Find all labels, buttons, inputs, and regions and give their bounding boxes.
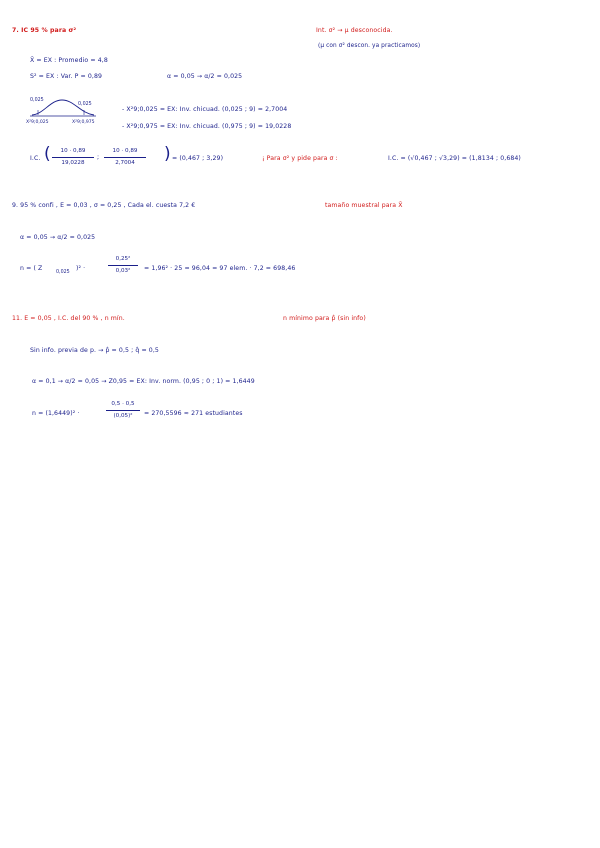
problem-9-title: tamaño muestral para X̄: [325, 202, 403, 209]
ic-open-paren: (: [44, 144, 51, 164]
problem-11-n-label: n = (1,6449)² ·: [32, 410, 80, 417]
problem-11-no-info: Sin info. previa de p. → p̂ = 0,5 ; q̂ = 0,5: [30, 347, 159, 354]
problem-9-alpha: α = 0,05 → α/2 = 0,025: [20, 234, 96, 241]
ic-frac1-bar: [52, 157, 94, 158]
problem-11-frac-num: 0,5 · 0,5: [111, 401, 135, 407]
problem-9-n-result: = 1,96² · 25 = 96,04 = 97 elem. · 7,2 = 698,46: [144, 265, 296, 272]
curve-right-tick-label: X²9;0,975: [72, 120, 95, 125]
problem-7-sigma-note: ¡ Para σ² y pide para σ :: [262, 155, 338, 162]
problem-9-frac-den: 0,03²: [115, 268, 131, 274]
problem-9-n-label: n = ( Z: [20, 265, 43, 272]
ic-separator: ;: [97, 154, 100, 161]
ic-frac2-den: 2,7004: [115, 160, 135, 166]
ic-frac1-num: 10 · 0,89: [60, 148, 86, 154]
problem-7-ic-label: I.C.: [30, 155, 41, 162]
problem-7-ic-result: = (0,467 ; 3,29): [172, 155, 224, 162]
problem-9-n-exponent: )² ·: [76, 265, 86, 272]
problem-7-alpha: α = 0,05 → α/2 = 0,025: [167, 73, 243, 80]
ic-frac2-bar: [104, 157, 146, 158]
problem-7-header: 7. IC 95 % para σ²: [12, 27, 77, 34]
problem-7-sigma-ic: I.C. = (√0,467 ; √3,29) = (1,8134 ; 0,684): [388, 155, 521, 162]
problem-7-chi-lower: - X²9;0,025 = EX: Inv. chicuad. (0,025 ; 9) = 2,7004: [122, 106, 288, 113]
problem-9-frac-bar: [108, 265, 138, 266]
problem-7-note: (μ con σ² descon. ya practicamos): [318, 43, 421, 49]
curve-right-tail-label: 0,025: [78, 102, 92, 107]
problem-11-n-result: = 270,5596 ≈ 271 estudiantes: [144, 410, 243, 417]
problem-9-z-subscript: 0,025: [56, 270, 70, 275]
problem-11-title: n mínimo para p̂ (sin info): [283, 315, 366, 322]
ic-close-paren: ): [164, 144, 171, 164]
problem-9-header: 9. 95 % confi , E = 0,03 , σ = 0,25 , Cada el. cuesta 7,2 €: [12, 202, 196, 209]
problem-9-frac-num: 0,25²: [115, 256, 131, 262]
problem-7-title: Int. σ² → μ desconocida.: [316, 27, 393, 34]
ic-frac1-den: 19,0228: [61, 160, 85, 166]
curve-left-tick-label: X²9;0,025: [26, 120, 49, 125]
problem-11-frac-bar: [106, 410, 140, 411]
problem-11-frac-den: (0,05)²: [113, 413, 133, 419]
ic-frac2-num: 10 · 0,89: [112, 148, 138, 154]
problem-11-header: 11. E = 0,05 , I.C. del 90 % , n mín.: [12, 315, 125, 322]
problem-7-mean: X̄ = EX : Promedio = 4,8: [30, 57, 108, 64]
curve-left-tail-label: 0,025: [30, 98, 44, 103]
problem-7-variance: S² = EX : Var. P = 0,89: [30, 73, 103, 80]
problem-11-z-value: α = 0,1 → α/2 = 0,05 → Z0,95 = EX: Inv. norm. (0,95 ; 0 ; 1) = 1,6449: [32, 378, 255, 385]
problem-7-chi-upper: - X²9;0,975 = EX: Inv. chicuad. (0,975 ; 9) = 19,0228: [122, 123, 292, 130]
